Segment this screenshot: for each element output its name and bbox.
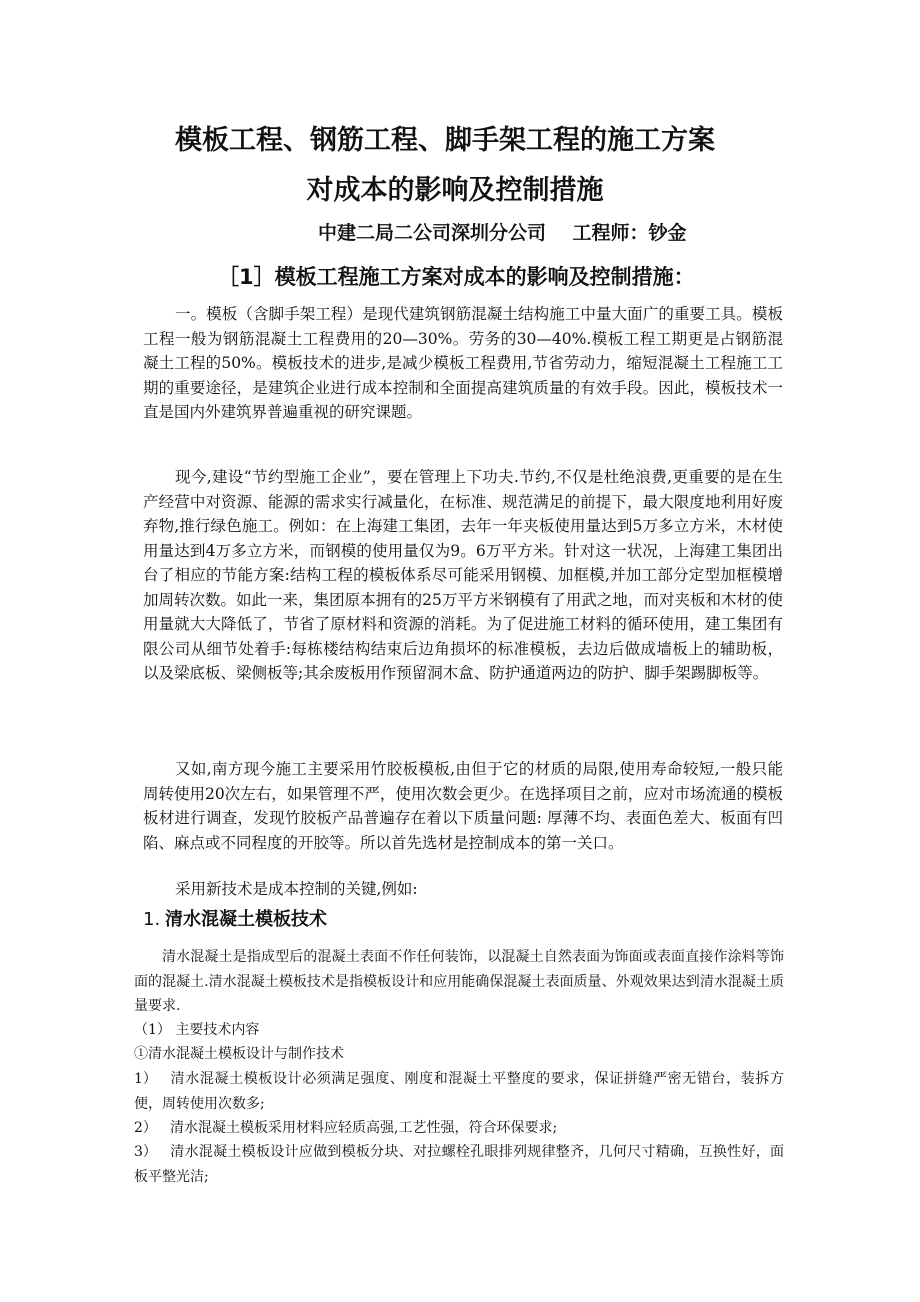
subsection-number: 1.	[143, 909, 161, 930]
list-item-text: 清水混凝土模板采用材料应轻质高强,工艺性强，符合环保要求;	[170, 1120, 558, 1136]
document-title-line2: 对成本的影响及控制措施	[306, 175, 604, 206]
item-main-tech: （1） 主要技术内容	[134, 1022, 260, 1038]
subsection-heading	[143, 905, 327, 931]
list-item-text: 清水混凝土模板设计必须满足强度、刚度和混凝土平整度的要求，保证拼缝严密无错台，装拆方便，周转使用次数多;	[134, 1071, 784, 1112]
document-title-line1: 模板工程、钢筋工程、脚手架工程的施工方案	[175, 125, 715, 156]
list-item-number: 3）	[134, 1144, 157, 1160]
paragraph-intro: 一。模板（含脚手架工程）是现代建筑钢筋混凝土结构施工中量大面广的重要工具。模板工程一般为钢筋混凝土工程费用的20—30%。劳务的30—40%.模板工程工期更是占钢筋混凝土工程的50%。模板技术的进步,是减少模板工程费用,节省劳动力，缩短混凝土工程施工工期的重要途径，是建筑企业进行成本控制和全面提高建筑质量的有效手段。因此，模板技术一直是国内外建筑界普遍重视的研究课题。	[143, 305, 783, 421]
paragraph-bamboo: 又如,南方现今施工主要采用竹胶板模板,由但于它的材质的局限,使用寿命较短,一般只能周转使用20次左右，如果管理不严，使用次数会更少。在选择项目之前，应对市场流通的模板板材进行调查，发现竹胶板产品普遍存在着以下质量问题: 厚薄不均、表面色差大、板面有凹陷、麻点或不同程度的开胶等。所以首先选材是控制成本的第一关口。	[143, 760, 783, 852]
paragraph-example: 现今,建设“节约型施工企业”，要在管理上下功夫.节约,不仅是杜绝浪费,更重要的是在生产经营中对资源、能源的需求实行减量化，在标准、规范满足的前提下，最大限度地利用好废弃物,推行绿色施工。例如：在上海建工集团，去年一年夹板使用量达到5万多立方米，木材使用量达到4万多立方米，而钢模的使用量仅为9。6万平方米。针对这一状况，上海建工集团出台了相应的节能方案:结构工程的模板体系尽可能采用钢模、加框模,并加工部分定型加框模增加周转次数。如此一来，集团原本拥有的25万平方米钢模有了用武之地，而对夹板和木材的使用量就大大降低了，节省了原材料和资源的消耗。为了促进施工材料的循环使用，建工集团有限公司从细节处着手:每栋楼结构结束后边角损坏的标准模板，去边后做成墙板上的辅助板，以及梁底板、梁侧板等;其余废板用作预留洞木盒、防护通道两边的防护、脚手架踢脚板等。	[143, 468, 783, 682]
author-line: 中建二局二公司深圳分公司 工程师：钞金	[318, 222, 687, 244]
subsection-title: 清水混凝土模板技术	[165, 909, 327, 930]
section-heading: ［1］模板工程施工方案对成本的影响及控制措施：	[218, 265, 695, 289]
list-item-number: 1）	[134, 1071, 157, 1087]
list-item-text: 清水混凝土模板设计应做到模板分块、对拉螺栓孔眼排列规律整齐，几何尺寸精确，互换性好，面板平整光洁;	[134, 1144, 784, 1185]
list-item	[134, 1140, 784, 1189]
list-item	[134, 1116, 784, 1141]
paragraph-new-tech: 采用新技术是成本控制的关键,例如:	[175, 880, 418, 898]
list-item	[134, 1067, 784, 1116]
paragraph-fair-faced-concrete: 清水混凝土是指成型后的混凝土表面不作任何装饰，以混凝土自然表面为饰面或表面直接作涂料等饰面的混凝土.清水混凝土模板技术是指模板设计和应用能确保混凝土表面质量、外观效果达到清水混凝土质量要求.	[134, 949, 784, 1014]
item-design-tech: ①清水混凝土模板设计与制作技术	[134, 1046, 344, 1062]
list-item-number: 2）	[134, 1120, 157, 1136]
